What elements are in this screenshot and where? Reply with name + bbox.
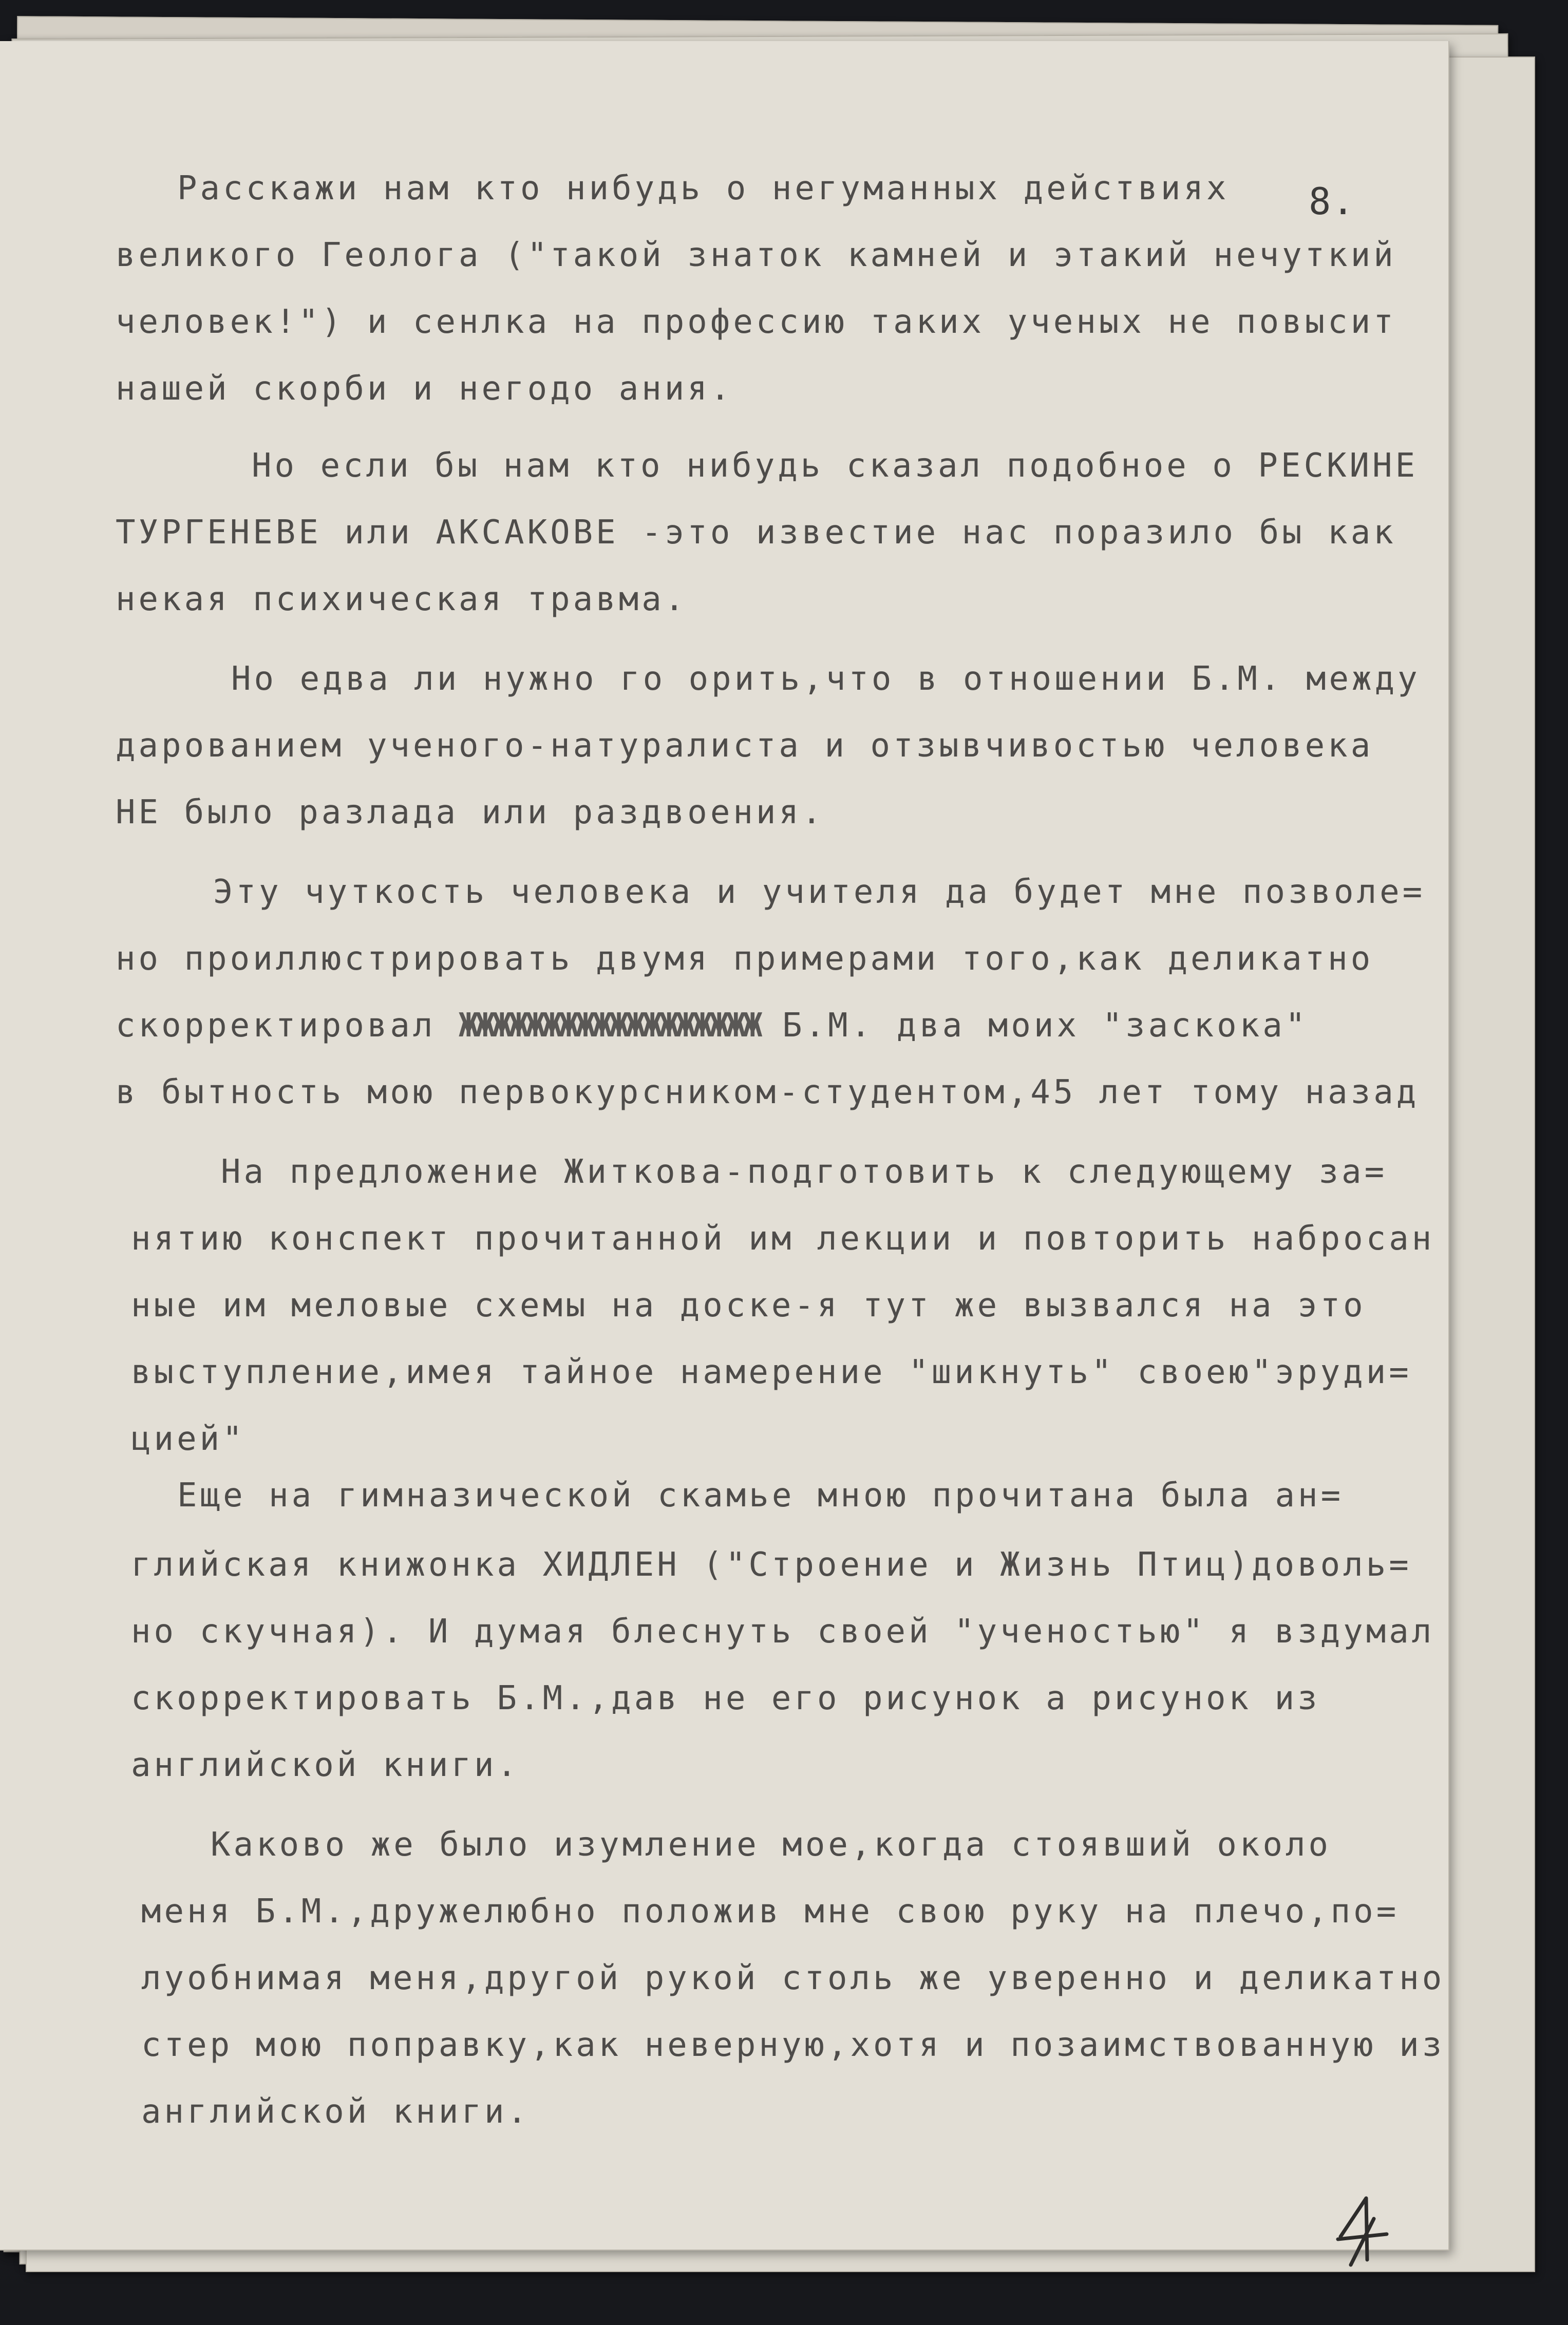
text-line: некая психическая травма. <box>116 580 688 618</box>
text-line: луобнимая меня,другой рукой столь же уверенно и деликатно <box>141 1959 1445 1997</box>
text-line: но скучная). И думая блеснуть своей "ученостью" я вздумал <box>131 1613 1435 1651</box>
text-line: нашей скорби и негодо ания. <box>116 370 733 408</box>
text-line: цией" <box>131 1420 245 1458</box>
text-line: стер мою поправку,как неверную,хотя и позаимствованную из <box>141 2026 1445 2064</box>
text-line: ТУРГЕНЕВЕ или АКСАКОВЕ -это известие нас поразило бы как <box>116 514 1396 552</box>
text-line: скорректировать Б.М.,дав не его рисунок а рисунок из <box>131 1679 1320 1717</box>
text-line: в бытность мою первокурсником-студентом,45 лет тому назад <box>116 1073 1420 1111</box>
text-segment: скорректировал <box>116 1007 436 1045</box>
text-line: глийская книжонка ХИДЛЕН ("Строение и Жизнь Птиц)доволь= <box>131 1546 1412 1584</box>
text-line: выступление,имея тайное намерение "шикнуть" своею"эруди= <box>131 1353 1412 1391</box>
text-line: Каково же было изумление мое,когда стоявший около <box>211 1826 1332 1864</box>
page-number: 8. <box>1309 180 1355 223</box>
text-line: великого Геолога ("такой знаток камней и этакий нечуткий <box>116 236 1396 274</box>
handwritten-folio-number <box>1330 2188 1397 2270</box>
text-line: меня Б.М.,дружелюбно положив мне свою руку на плечо,по= <box>141 1893 1400 1931</box>
text-line: На предложение Житкова-подготовить к следующему за= <box>221 1153 1388 1191</box>
struck-out-text: ЖЖЖЖЖЖЖЖЖЖЖЖЖЖЖЖЖЖ <box>458 1007 760 1045</box>
text-line: Расскажи нам кто нибудь о негуманных действиях <box>177 169 1230 207</box>
text-line: дарованием ученого-натуралиста и отзывчивостью человека <box>116 727 1374 765</box>
text-line: НЕ было разлада или раздвоения. <box>116 793 825 831</box>
text-line: нятию конспект прочитанной им лекции и повторить набросан <box>131 1220 1435 1258</box>
text-line: человек!") и сенлка на профессию таких ученых не повысит <box>116 303 1396 341</box>
text-line: Но если бы нам кто нибудь сказал подобное о РЕСКИНЕ <box>252 447 1419 485</box>
text-line: но проиллюстрировать двумя примерами того,как деликатно <box>116 940 1374 978</box>
text-line: английской книги. <box>141 2093 531 2131</box>
typewritten-page <box>0 41 1449 2251</box>
text-line: Но едва ли нужно го орить,что в отношении Б.М. между <box>231 660 1421 698</box>
text-line <box>116 1007 1309 1045</box>
text-line: Эту чуткость человека и учителя да будет мне позволе= <box>213 873 1426 911</box>
text-line: Еще на гимназической скамье мною прочитана была ан= <box>177 1477 1344 1515</box>
text-line: английской книги. <box>131 1746 520 1784</box>
text-segment: Б.М. два моих "заскока" <box>782 1007 1309 1045</box>
text-line: ные им меловые схемы на доске-я тут же вызвался на это <box>131 1287 1366 1325</box>
